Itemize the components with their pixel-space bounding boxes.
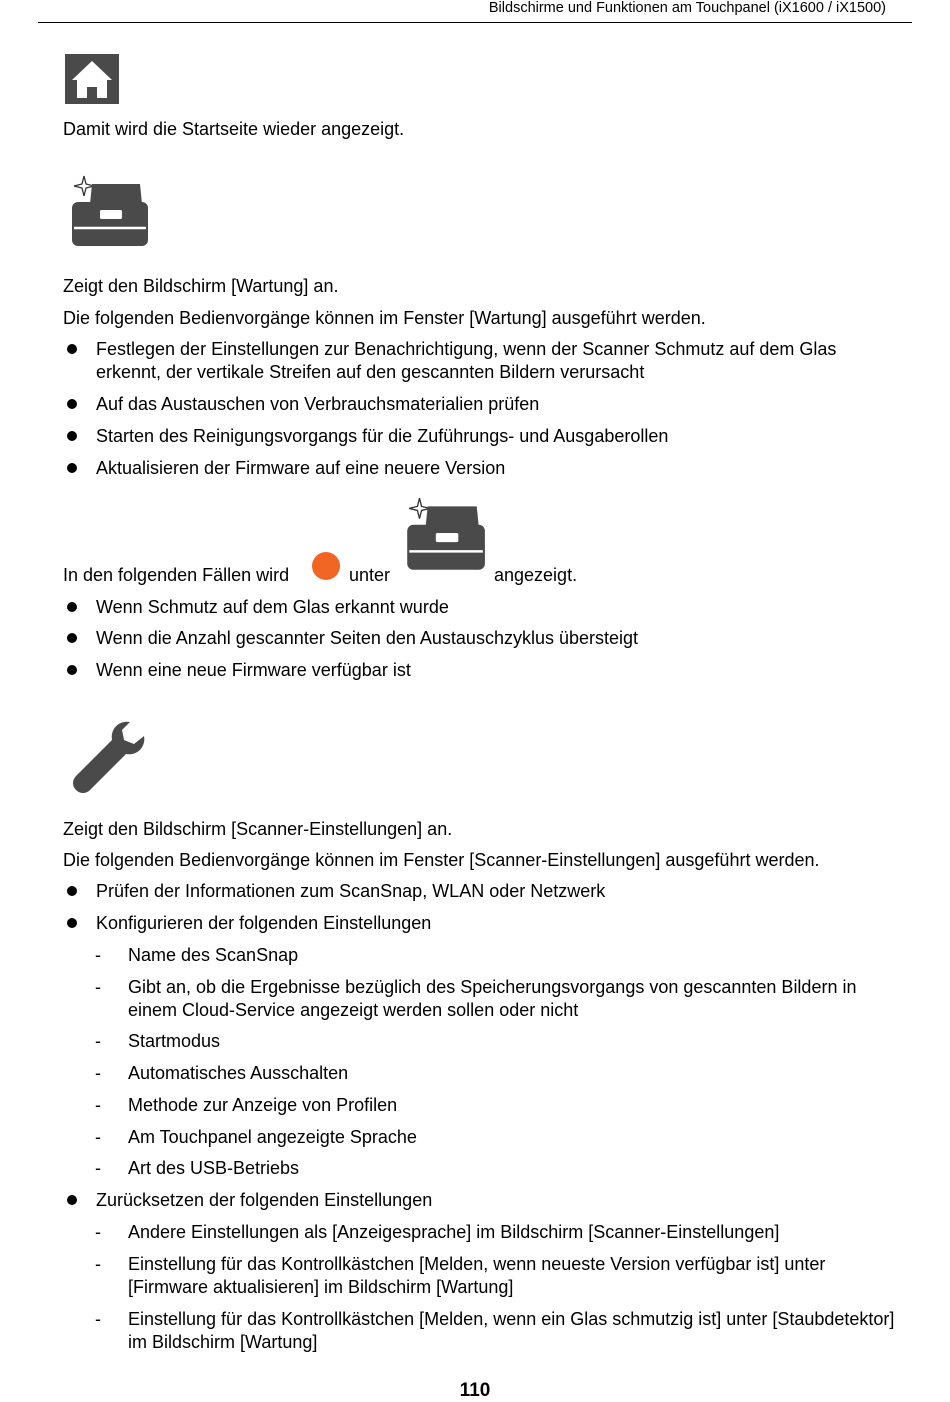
list-item: Zurücksetzen der folgenden Einstellungen [63, 1189, 903, 1212]
list-item: Wenn Schmutz auf dem Glas erkannt wurde [63, 596, 903, 619]
home-description: Damit wird die Startseite wieder angezeigt. [63, 119, 405, 139]
sub-list-item: - Am Touchpanel angezeigte Sprache [95, 1127, 417, 1147]
maintenance-line2: Die folgenden Bedienvorgänge können im Fenster [Wartung] ausgeführt werden. [63, 308, 706, 328]
sub-list-item: - Startmodus [95, 1031, 221, 1051]
scanner-maintenance-icon [62, 174, 152, 250]
sub-list-item: - Gibt an, ob die Ergebnisse bezüglich des Speicherungsvorgangs von gescannten Bildern in einem Cloud-Service angezeigt werden sollen oder nicht [95, 977, 857, 1020]
sub-list-item: - Andere Einstellungen als [Anzeigesprache] im Bildschirm [Scanner-Einstellungen] [95, 1222, 780, 1242]
list-item: Starten des Reinigungsvorgangs für die Zuführungs- und Ausgaberollen [63, 425, 903, 448]
bullet-icon [67, 463, 77, 473]
bullet-icon [67, 344, 77, 354]
list-item: Konfigurieren der folgenden Einstellungen [63, 912, 903, 935]
bullet-icon [67, 918, 77, 928]
sub-list-item: - Methode zur Anzeige von Profilen [95, 1095, 398, 1115]
list-item: Prüfen der Informationen zum ScanSnap, WLAN oder Netzwerk [63, 880, 903, 903]
sub-list-item: - Art des USB-Betriebs [95, 1158, 300, 1178]
maintenance-line1: Zeigt den Bildschirm [Wartung] an. [63, 276, 339, 296]
notice-part2: unter [349, 565, 391, 585]
bullet-icon [67, 886, 77, 896]
list-item: Festlegen der Einstellungen zur Benachrichtigung, wenn der Scanner Schmutz auf dem Glas erkennt, der vertikale Streifen auf den gescannten Bildern verursacht [63, 338, 903, 384]
home-icon [65, 54, 119, 104]
list-item: Wenn die Anzahl gescannter Seiten den Austauschzyklus übersteigt [63, 627, 903, 650]
bullet-icon [67, 602, 77, 612]
wrench-icon [68, 718, 148, 794]
sub-list-item: - Einstellung für das Kontrollkästchen [Melden, wenn ein Glas schmutzig ist] unter [Staubdetektor] im Bildschirm [Wartung] [95, 1309, 895, 1352]
bullet-icon [67, 1195, 77, 1205]
list-item: Wenn eine neue Firmware verfügbar ist [63, 659, 903, 682]
header-divider [38, 22, 912, 23]
scanner-maintenance-icon [397, 496, 489, 574]
notification-dot-icon [311, 551, 341, 581]
sub-list-item: - Einstellung für das Kontrollkästchen [Melden, wenn neueste Version verfügbar ist] unter [Firmware aktualisieren] im Bildschirm [Wartung] [95, 1254, 826, 1297]
bullet-icon [67, 399, 77, 409]
notice-part3: angezeigt. [494, 565, 578, 585]
bullet-icon [67, 431, 77, 441]
page-number: 110 [459, 1380, 491, 1401]
sub-list-item: - Automatisches Ausschalten [95, 1063, 349, 1083]
list-item: Auf das Austauschen von Verbrauchsmaterialien prüfen [63, 393, 903, 416]
bullet-icon [67, 665, 77, 675]
sub-list-item: - Name des ScanSnap [95, 945, 299, 965]
page-header-title: Bildschirme und Funktionen am Touchpanel (iX1600 / iX1500) [488, 0, 886, 16]
notice-part1: In den folgenden Fällen wird [63, 565, 290, 585]
bullet-icon [67, 633, 77, 643]
settings-line1: Zeigt den Bildschirm [Scanner-Einstellungen] an. [63, 819, 453, 839]
list-item: Aktualisieren der Firmware auf eine neuere Version [63, 457, 903, 480]
settings-line2: Die folgenden Bedienvorgänge können im Fenster [Scanner-Einstellungen] ausgeführt werden. [63, 850, 820, 870]
